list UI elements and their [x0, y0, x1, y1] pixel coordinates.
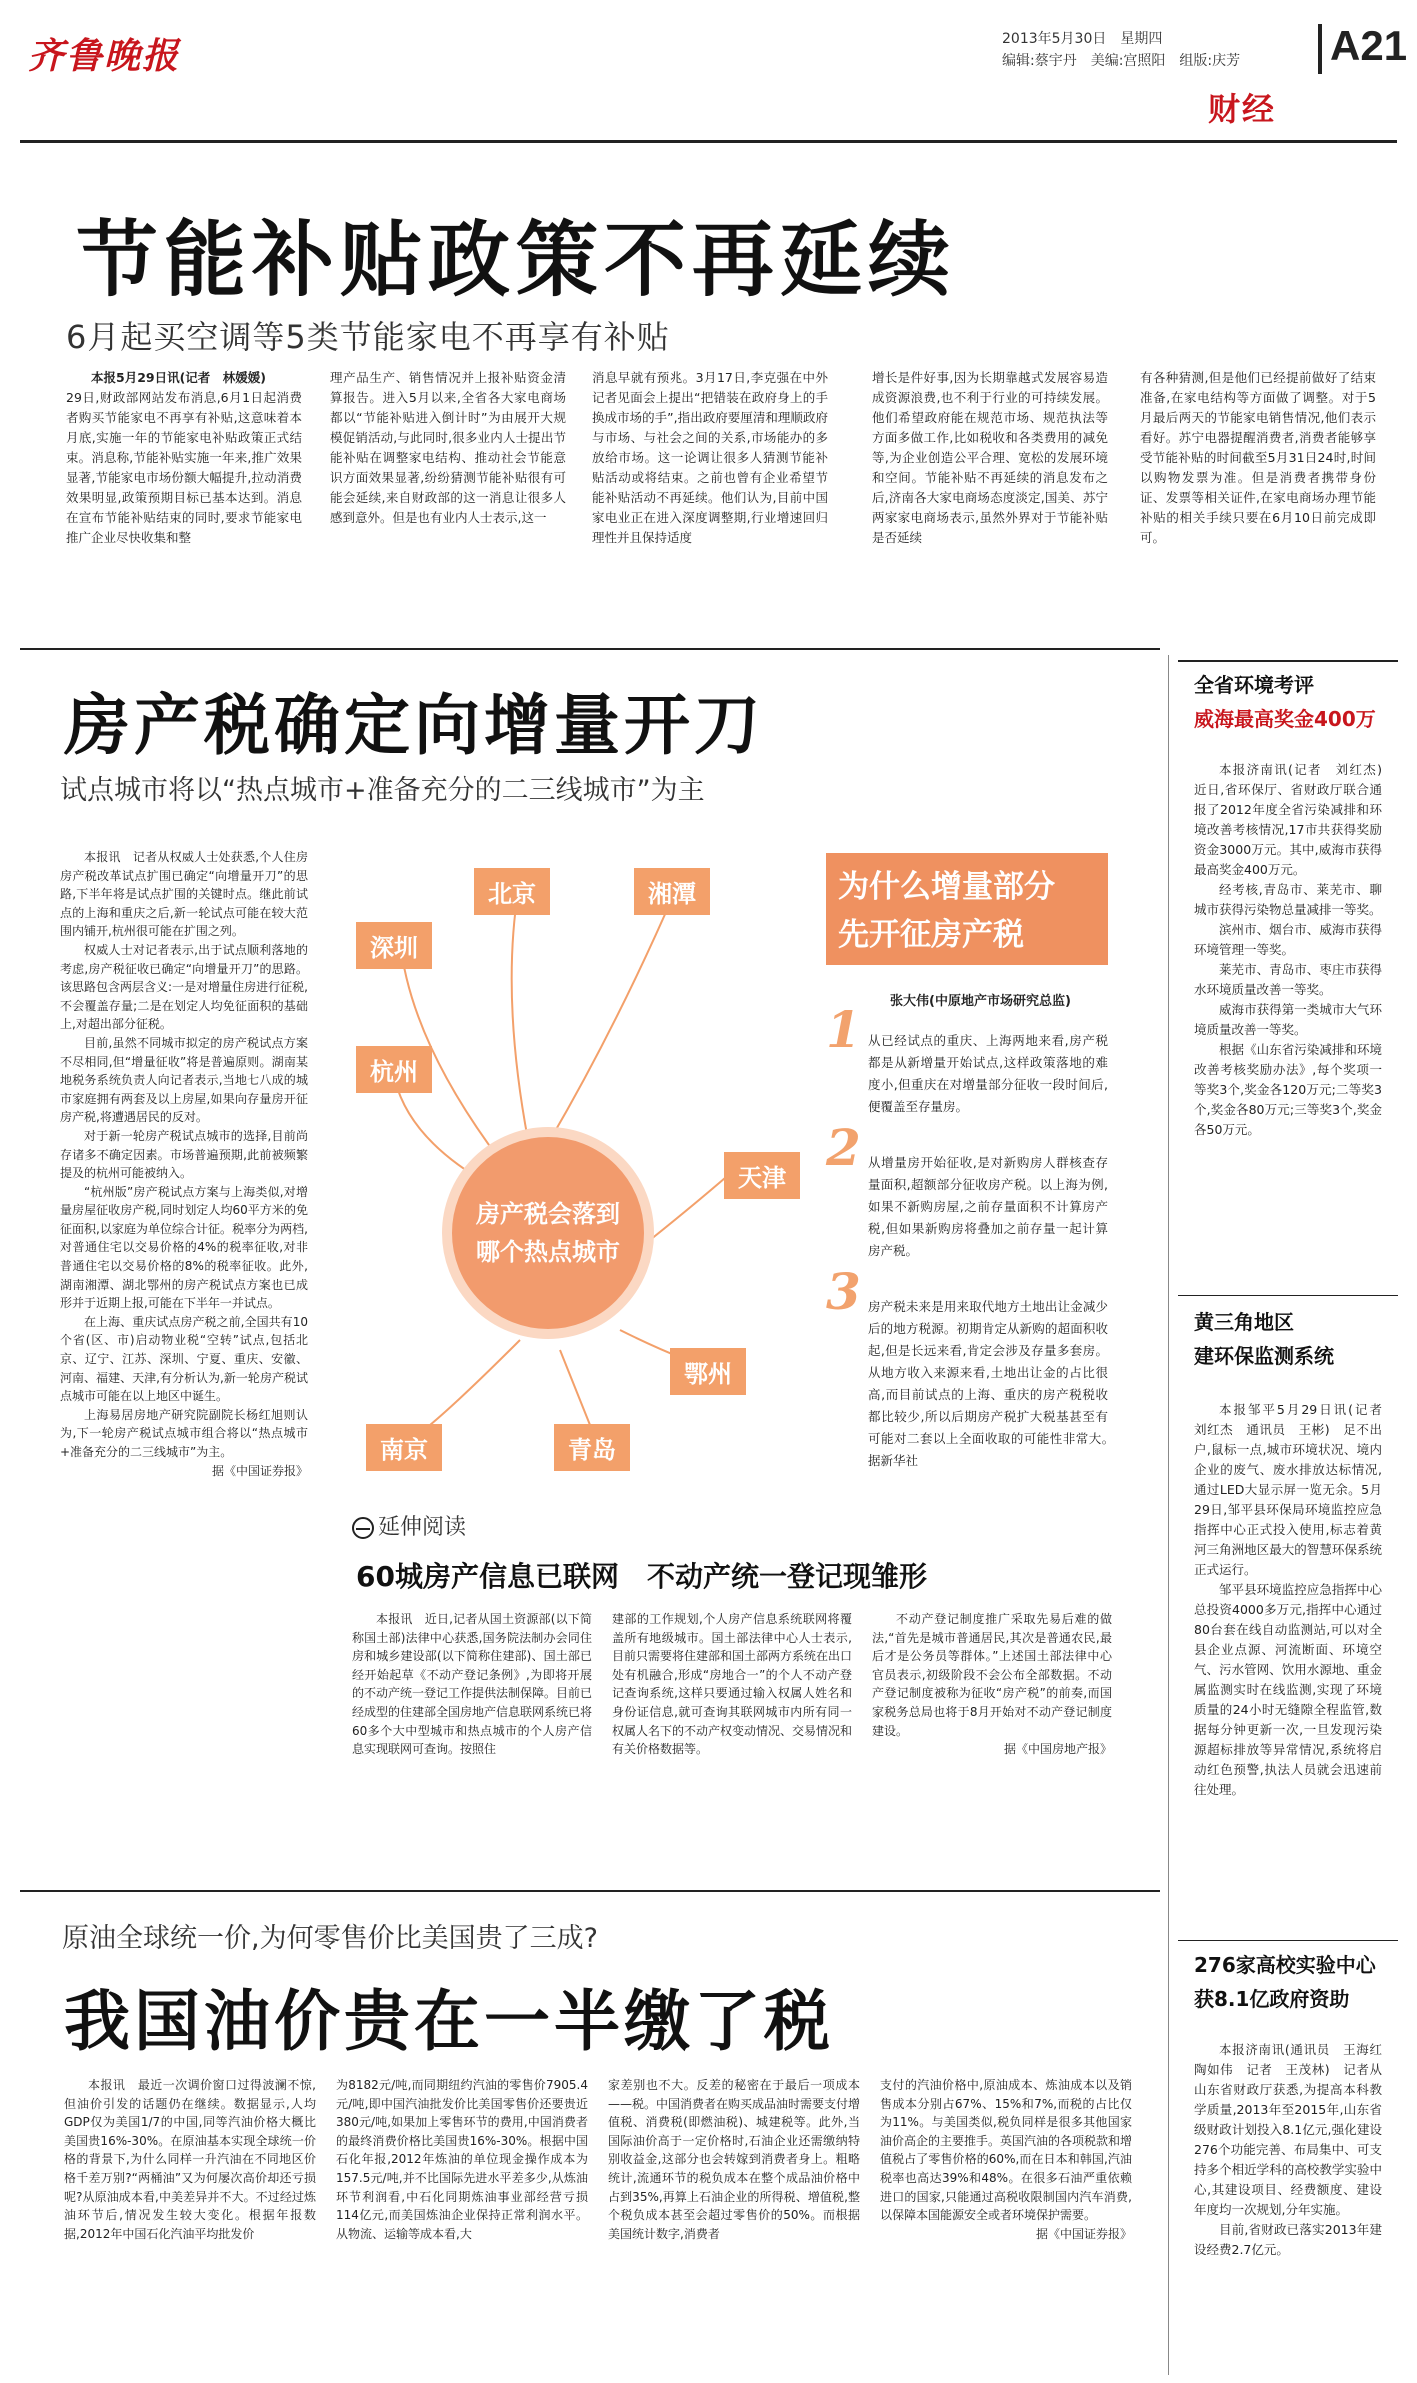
sidebar-box2-body	[1194, 1400, 1395, 1800]
city-label-beijing: 北京	[474, 868, 550, 915]
paragraph: 支付的汽油价格中,原油成本、炼油成本以及销售成本分别占67%、15%和7%,而税的占比仅为11%。与美国类似,税负同样是很多其他国家油价高企的主要推手。英国汽油的各项税款和增值税占了零售价格的60%,而在日本和韩国,汽油税率也高达39%和48%。在很多石油严重依赖进口的国家,只能通过高税收限制国内汽车消费,以保障本国能源安全或者环境保护需要。	[880, 2078, 1133, 2223]
extended-reading-tag	[352, 1510, 466, 1541]
extended-headline: 60城房产信息已联网 不动产统一登记现雏形	[356, 1560, 927, 1593]
story3-column-4	[880, 2076, 1132, 2243]
story1-text: 理产品生产、销售情况并上报补贴资金清算报告。进入5月以来,全省各大家电商场都以“节能补贴进入倒计时”为由展开大规模促销活动,与此同时,很多业内人士提出节能补贴在调整家电结构、推动社会节能意识方面效果显著,纷纷猜测节能补贴很有可能会延续,来自财政部的这一消息让很多人感到意外。但是也有业内人士表示,这一	[330, 370, 566, 525]
sidebar-box3-title-line2: 获8.1亿政府资助	[1194, 1987, 1350, 2011]
section-divider	[20, 1890, 1160, 1892]
paragraph: 本报讯 近日,记者从国土资源部(以下简称国土部)法律中心获悉,国务院法制办会同住房和城乡建设部(以下简称住建部)、国土部已经开始起草《不动产登记条例》,为即将开展的不动产统一登记工作提供法制保障。目前已经成型的住建部全国房地产信息联网系统已将60多个大中型城市和热点城市的个人房产信息实现联网可查询。按照住	[352, 1612, 593, 1757]
sidebar-box3-body	[1194, 2040, 1395, 2260]
sidebar-box1-title	[1194, 668, 1376, 736]
paragraph: 不动产登记制度推广采取先易后难的做法,“首先是城市普通居民,其次是普通农民,最后才是公务员等群体。”上述国土部法律中心官员表示,初级阶段不会公布全部数据。不动产登记制度被称为征收“房产税”的前奏,而国家税务总局也将于8月开始对不动产登记制度建设。	[872, 1612, 1112, 1738]
story1-dateline: 本报5月29日讯(记者 林媛媛)	[91, 370, 267, 385]
paragraph: 邹平县环境监控应急指挥中心总投资4000多万元,指挥中心通过80台套在线自动监测站,可以对全县企业点源、河流断面、环境空气、污水管网、饮用水源地、重金属监测实时在线监测,实现了环境质量的24小时无缝隙全程监管,数据每分钟更新一次,一旦发现污染源超标排放等异常情况,系统将启动红色预警,执法人员就会迅速前往处理。	[1194, 1582, 1382, 1797]
sidebar-rule	[1178, 1940, 1398, 1941]
why-point-1: 从已经试点的重庆、上海两地来看,房产税都是从新增量开始试点,这样政策落地的难度小,但重庆在对增量部分征收一段时间后,便覆盖至存量房。	[868, 1033, 1108, 1114]
point-number-2: 2	[826, 1118, 861, 1177]
issue-date: 2013年5月30日 星期四	[1002, 31, 1163, 47]
story1-text: 29日,财政部网站发布消息,6月1日起消费者购买节能家电不再享有补贴,这意味着本月底,实施一年的节能家电补贴政策正式结束。消息称,节能补贴实施一年来,推广效果显著,节能家电市场份额大幅提升,拉动消费效果明显,政策预期目标已基本达到。消息在宣布节能补贴结束的同时,要求节能家电推广企业尽快收集和整	[66, 390, 302, 545]
sidebar-box2-title-line2: 建环保监测系统	[1194, 1344, 1334, 1368]
story3-subheadline: 原油全球统一价,为何零售价比美国贵了三成?	[62, 1923, 598, 1954]
sidebar-box2-title-line1: 黄三角地区	[1194, 1310, 1294, 1334]
header-rule	[20, 140, 1397, 143]
paragraph: 本报邹平5月29日讯(记者 刘红杰 通讯员 王彬) 足不出户,鼠标一点,城市环境状况、境内企业的废气、废水排放达标情况,通过LED大显示屏一览无余。5月29日,邹平县环保局环境监控应急指挥中心正式投入使用,标志着黄河三角洲地区最大的智慧环保系统正式运行。	[1194, 1402, 1395, 1577]
section-name: 财经	[1208, 90, 1277, 128]
paragraph: 威海市获得第一类城市大气环境质量改善一等奖。	[1194, 1002, 1382, 1037]
sidebar-rule	[1178, 660, 1398, 662]
paragraph: 家差别也不大。反差的秘密在于最后一项成本——税。中国消费者在购买成品油时需要支付增值税、消费税(即燃油税)、城建税等。此外,当国际油价高于一定价格时,石油企业还需缴纳特别收益金,这部分也会转嫁到消费者身上。粗略统计,流通环节的税负成本在整个成品油价格中占到35%,再算上石油企业的所得税、增值税,整个税负成本甚至会超过零售价的50%。而根据美国统计数字,消费者	[608, 2078, 861, 2241]
story1-text: 有各种猜测,但是他们已经提前做好了结束准备,在家电结构等方面做了调整。对于5月最后两天的节能家电销售情况,他们表示看好。苏宁电器提醒消费者,消费者能够享受节能补贴的时间截至5月31日24时,时间以购物发票为准。但是消费者携带身份证、发票等相关证件,在家电商场办理节能补贴的相关手续只要在6月10日前完成即可。	[1140, 370, 1376, 545]
extended-reading-icon	[352, 1517, 374, 1539]
line-qingdao	[560, 1350, 590, 1425]
city-label-shenzhen: 深圳	[356, 922, 432, 969]
why-point-2: 从增量房开始征收,是对新购房人群核查存量面积,超额部分征收房产税。以上海为例,如果不新购房屋,之前存量面积不计算房产税,但如果新购房将叠加之前存量一起计算房产税。	[868, 1155, 1108, 1258]
why-title-line2: 先开征房产税	[838, 917, 1024, 953]
editor-credits: 编辑:蔡宇丹 美编:宫照阳 组版:庆芳	[1002, 53, 1241, 69]
city-label-xiangtan: 湘潭	[634, 868, 710, 915]
extended-reading-label: 延伸阅读	[378, 1515, 467, 1540]
extended-column-2	[612, 1610, 852, 1759]
paragraph: 经考核,青岛市、莱芜市、聊城市获得污染物总量减排一等奖。	[1194, 882, 1382, 917]
point-number-1: 1	[826, 1000, 861, 1059]
sidebar-divider	[1168, 655, 1169, 2375]
paragraph: 本报讯 最近一次调价窗口过得波澜不惊,但油价引发的话题仍在继续。数据显示,人均GDP仅为美国1/7的中国,同等汽油价格大概比美国贵16%-30%。在原油基本实现全球统一价格的背景下,为什么同样一升汽油在不同地区价格千差万别?“两桶油”又为何屡次高价却还亏损呢?从原油成本看,中美差异并不大。不过经过炼油环节后,情况发生较大变化。根据年报数据,2012年中国石化汽油平均批发价	[64, 2078, 316, 2241]
paragraph: 本报讯 记者从权威人士处获悉,个人住房房产税改革试点扩围已确定“向增量开刀”的思路,下半年将是试点扩围的关键时点。继此前试点的上海和重庆之后,新一轮试点可能在较大范围内铺开,杭州很可能在扩围之列。	[60, 850, 308, 939]
sidebar-box3-title-line1: 276家高校实验中心	[1194, 1953, 1376, 1977]
story1-column-1	[66, 368, 302, 548]
sidebar-box2-title	[1194, 1305, 1334, 1373]
diagram-hub	[442, 1127, 654, 1339]
city-label-qingdao: 青岛	[554, 1424, 630, 1471]
story3-column-2	[336, 2076, 588, 2243]
paragraph: 本报济南讯(记者 刘红杰) 近日,省环保厅、省财政厅联合通报了2012年度全省污染减排和环境改善考核情况,17市共获得奖励资金3000万元。其中,威海市获得最高奖金400万元。	[1194, 762, 1395, 877]
city-label-nanjing: 南京	[366, 1424, 442, 1471]
city-label-ezhou: 鄂州	[670, 1348, 746, 1395]
page-number-divider	[1318, 24, 1322, 74]
paragraph: 在上海、重庆试点房产税之前,全国共有10个省(区、市)启动物业税“空转”试点,包括北京、辽宁、江苏、深圳、宁夏、重庆、安徽、河南、福建、天津,有分析认为,新一轮房产税试点城市可能在以上地区中诞生。	[60, 1314, 308, 1404]
story2-body	[60, 848, 308, 1480]
story1-column-3	[592, 368, 828, 548]
why-point-3: 房产税未来是用来取代地方土地出让金减少后的地方税源。初期肯定从新购的超面积收起,但是长远来看,肯定会涉及存量多套房。从地方收入来源来看,土地出让金的占比很高,而目前试点的上海、重庆的房产税税收都比较少,所以后期房产税扩大税基甚至有可能对二套以上全面收取的可能性非常大。 据新华社	[868, 1299, 1121, 1468]
story3-headline: 我国油价贵在一半缴了税	[64, 1983, 834, 2060]
paragraph: 目前,省财政已落实2013年建设经费2.7亿元。	[1194, 2222, 1382, 2257]
paragraph: 权威人士对记者表示,出于试点顺利落地的考虑,房产税征收已确定“向增量开刀”的思路。该思路包含两层含义:一是对增量住房进行征税,不会覆盖存量;二是在划定人均免征面积的基础上,对超出部分征税。	[60, 942, 308, 1032]
sidebar-box1-body	[1194, 760, 1395, 1140]
paragraph: 莱芜市、青岛市、枣庄市获得水环境质量改善一等奖。	[1194, 962, 1382, 997]
source-credit: 据《中国证券报》	[1035, 2226, 1132, 2241]
paragraph: 滨州市、烟台市、威海市获得环境管理一等奖。	[1194, 922, 1382, 957]
story3-column-1	[64, 2076, 316, 2243]
story2-headline: 房产税确定向增量开刀	[64, 687, 764, 764]
sidebar-box1-title-line1: 全省环境考评	[1194, 673, 1314, 697]
masthead-logo: 齐鲁晚报	[28, 35, 181, 77]
paragraph: 目前,虽然不同城市拟定的房产税试点方案不尽相同,但“增量征收”将是普遍原则。湖南某地税务系统负责人向记者表示,当地七八成的城市家庭拥有两套及以上房屋,如果向存量房开征房产税,将遭遇居民的反对。	[60, 1035, 308, 1125]
source-credit: 据《中国证券报》	[211, 1463, 308, 1478]
paragraph: 建部的工作规划,个人房产信息系统联网将覆盖所有地级城市。国土部法律中心人士表示,目前只需要将住建部和国土部两方系统在出口处有机融合,形成“房地合一”的个人不动产登记查询系统,这样只要通过输入权属人姓名和身份证信息,就可查询其联网城市内所有同一权属人名下的不动产权变动情况、交易情况和有关价格数据等。	[612, 1612, 853, 1757]
why-banner	[826, 853, 1108, 965]
paragraph: 本报济南讯(通讯员 王海红 陶如伟 记者 王茂林) 记者从山东省财政厅获悉,为提高本科教学质量,2013年至2015年,山东省级财政计划投入8.1亿元,强化建设276个功能完善、布局集中、可支持多个相近学科的高校教学实验中心,其建设项目、经费额度、建设年度均一次规划,分年实施。	[1194, 2042, 1395, 2217]
line-xiangtan	[550, 880, 680, 1140]
story1-column-4	[872, 368, 1108, 548]
story3-column-3	[608, 2076, 860, 2243]
paragraph: 根据《山东省污染减排和环境改善考核奖励办法》,每个奖项一等奖3个,奖金各120万元;二等奖3个,奖金各80万元;三等奖3个,奖金各50万元。	[1194, 1042, 1382, 1137]
story2-subheadline: 试点城市将以“热点城市+准备充分的二三线城市”为主	[60, 775, 705, 806]
why-title-line1: 为什么增量部分	[838, 869, 1055, 905]
story1-column-5	[1140, 368, 1376, 548]
extended-column-1	[352, 1610, 592, 1759]
source-credit: 据《中国房地产报》	[1003, 1742, 1112, 1757]
sidebar-box3-title	[1194, 1948, 1376, 2016]
paragraph: 为8182元/吨,而同期纽约汽油的零售价7905.4元/吨,即中国汽油批发价比美国零售价还要贵近380元/吨,如果加上零售环节的费用,中国消费者的最终消费价格比美国贵16%-30%。根据中国石化年报,2012年炼油的单位现金操作成本为157.5元/吨,并不比国际先进水平差多少,从炼油环节利润看,中石化同期炼油事业部经营亏损114亿元,而美国炼油企业保持正常利润水平。从物流、运输等成本看,大	[336, 2078, 588, 2241]
story1-column-2	[330, 368, 566, 528]
why-author: 张大伟(中原地产市场研究总监)	[890, 994, 1071, 1009]
line-beijing	[512, 880, 528, 1140]
sidebar-box1-title-line2: 威海最高奖金400万	[1194, 707, 1376, 731]
story1-text: 增长是件好事,因为长期靠越式发展容易造成资源浪费,也不利于行业的可持续发展。他们希望政府能在规范市场、规范执法等方面多做工作,比如税收和各类费用的减免等,为企业创造公平合理、宽松的发展环境和空间。节能补贴不再延续的消息发布之后,济南各大家电商场态度淡定,国美、苏宁两家家电商场表示,虽然外界对于节能补贴是否延续	[872, 370, 1108, 545]
section-divider	[20, 648, 1160, 650]
point-number-3: 3	[826, 1262, 861, 1321]
paragraph: 对于新一轮房产税试点城市的选择,目前尚存诸多不确定因素。市场普遍预期,此前被频繁提及的杭州可能被纳入。	[60, 1128, 308, 1181]
diagram-hub-line2: 哪个热点城市	[476, 1238, 620, 1266]
story1-text: 消息早就有预兆。3月17日,李克强在中外记者见面会上提出“把错装在政府身上的手换成市场的手”,指出政府要厘清和理顺政府与市场、与社会之间的关系,市场能办的多放给市场。这一论调让很多人猜测节能补贴活动或将结束。之前也曾有企业希望节能补贴活动不再延续。他们认为,目前中国家电业正在进入深度调整期,行业增速回归理性并且保持适度	[592, 370, 828, 545]
line-nanjing	[430, 1340, 520, 1425]
story1-headline: 节能补贴政策不再延续	[76, 213, 957, 308]
paragraph: “杭州版”房产税试点方案与上海类似,对增量房屋征收房产税,同时划定人均60平方米的免征面积,以家庭为单位综合计征。税率分为两档,对普通住宅以交易价格的4%的税率征收,对非普通住宅以交易价格的8%的税率征收。此外,湖南湘潭、湖北鄂州的房产税试点方案也已成形并于近期上报,可能在下半年一并试点。	[60, 1184, 308, 1311]
sidebar-rule	[1178, 1295, 1398, 1296]
story1-subheadline: 6月起买空调等5类节能家电不再享有补贴	[66, 318, 670, 356]
city-label-hangzhou: 杭州	[356, 1046, 432, 1093]
page-number: A21	[1330, 22, 1408, 69]
paragraph: 上海易居房地产研究院副院长杨红旭则认为,下一轮房产税试点城市组合将以“热点城市+准备充分的二三线城市”为主。	[60, 1407, 308, 1459]
city-label-tianjin: 天津	[724, 1152, 800, 1199]
diagram-hub-line1: 房产税会落到	[476, 1200, 620, 1228]
extended-column-3	[872, 1610, 1112, 1759]
header-meta	[1002, 28, 1240, 72]
